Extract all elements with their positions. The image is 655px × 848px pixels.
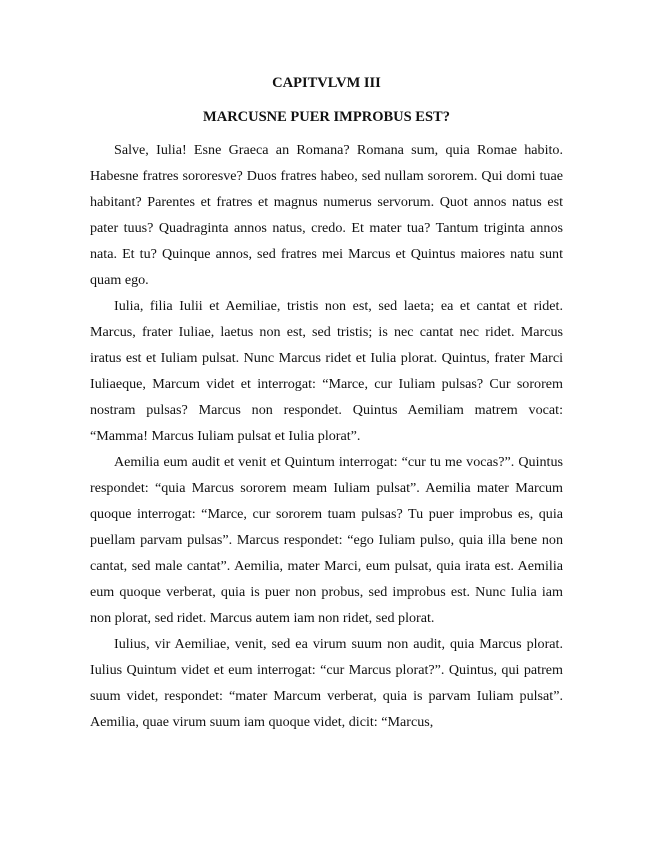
document-page — [90, 73, 563, 735]
paragraph-2: Iulia, filia Iulii et Aemiliae, tristis non est, sed laeta; ea et cantat et ridet. Marcus, frater Iuliae, laetus non est, sed tristis; is nec cantat nec ridet. Marcus iratus est et Iuliam pulsat. Nunc Marcus ridet et Iulia plorat. Quintus, frater Marci Iuliaeque, Marcum videt et interrogat: “Marce, cur Iuliam pulsas? Cur sororem nostram pulsas? Marcus non respondet. Quintus Aemiliam matrem vocat: “Mamma! Marcus Iuliam pulsat et Iulia plorat”. — [90, 298, 563, 444]
chapter-heading: CAPITVLVM III — [272, 75, 381, 91]
chapter-title: MARCUSNE PUER IMPROBUS EST? — [203, 109, 450, 125]
paragraph-1: Salve, Iulia! Esne Graeca an Romana? Romana sum, quia Romae habito. Habesne fratres sororesve? Duos fratres habeo, sed nullam sororem. Qui domi tuae habitant? Parentes et fratres et magnus numerus servorum. Quot annos natus est pater tuus? Quadraginta annos natus, credo. Et mater tua? Tantum triginta annos nata. Et tu? Quinque annos, sed fratres mei Marcus et Quintus maiores natu sunt quam ego. — [90, 142, 563, 288]
paragraph-4: Iulius, vir Aemiliae, venit, sed ea virum suum non audit, quia Marcus plorat. Iulius Quintum videt et eum interrogat: “cur Marcus plorat?”. Quintus, qui patrem suum videt, respondet: “mater Marcum verberat, quia is parvam Iuliam pulsat”. Aemilia, quae virum suum iam quoque videt, dicit: “Marcus, — [90, 636, 563, 730]
paragraph-3: Aemilia eum audit et venit et Quintum interrogat: “cur tu me vocas?”. Quintus respondet: “quia Marcus sororem meam Iuliam pulsat”. Aemilia mater Marcum quoque interrogat: “Marce, cur sororem tuam pulsas? Tu puer improbus es, quia puellam parvam pulsas”. Marcus respondet: “ego Iuliam pulso, quia illa bene non cantat, sed male cantat”. Aemilia, mater Marci, eum pulsat, quia irata est. Aemilia eum quoque verberat, quia is puer non probus, sed improbus est. Nunc Iulia iam non plorat, sed ridet. Marcus autem iam non ridet, sed plorat. — [90, 454, 563, 626]
